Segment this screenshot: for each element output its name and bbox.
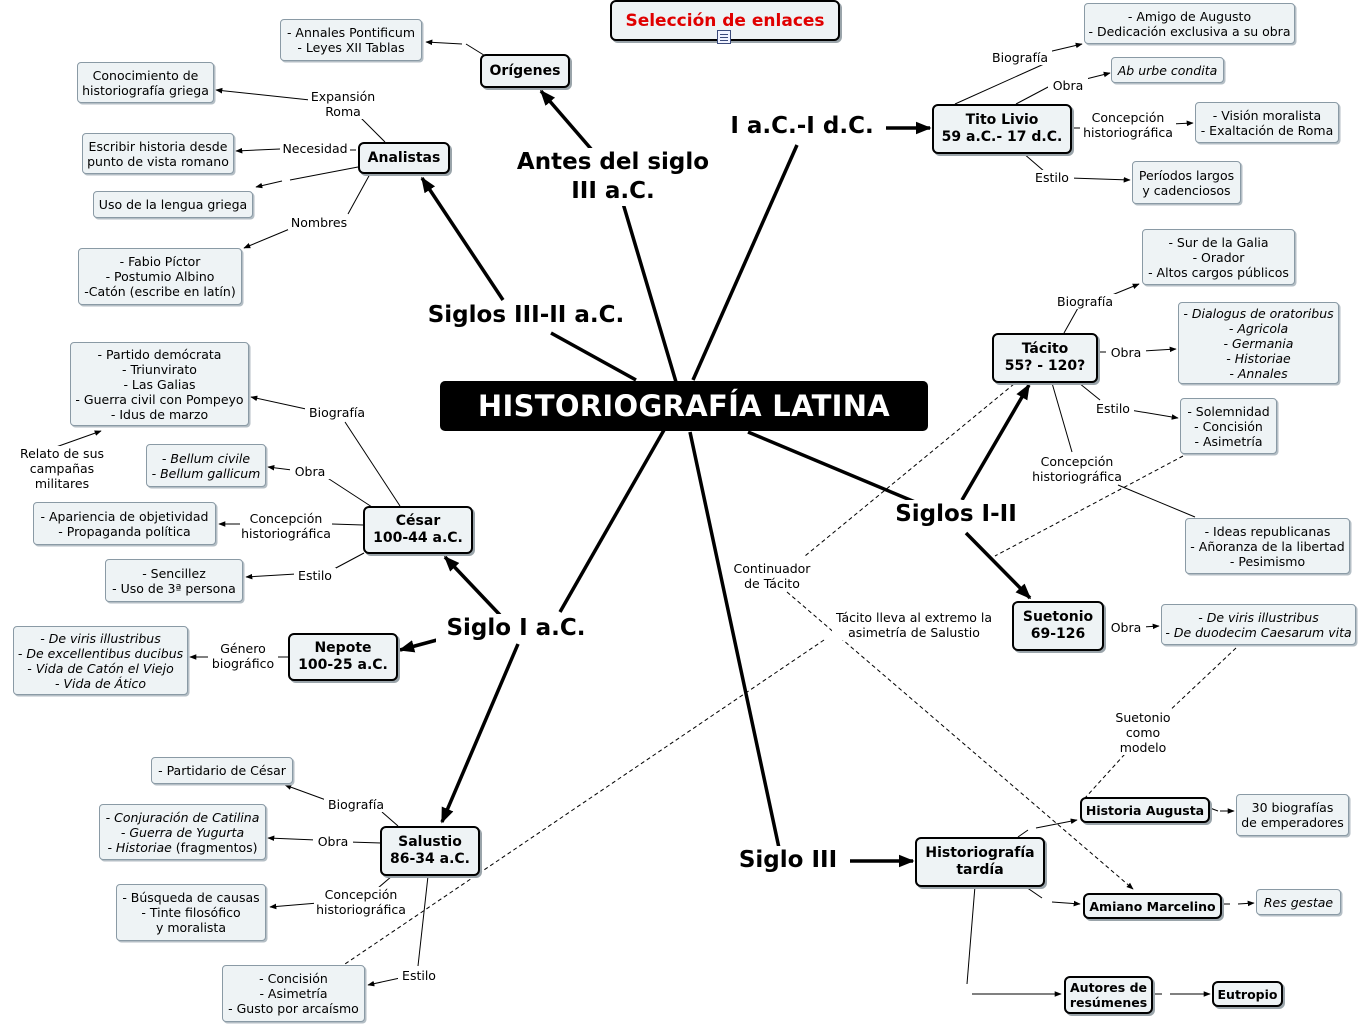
links-title-button[interactable]: Selección de enlaces [610,0,840,41]
label-cesar-concepcion: Concepción historiográfica [241,511,331,541]
leaf-res-gestae: Res gestae [1256,889,1341,915]
leaf-salustio-biografia: - Partidario de César [151,757,293,784]
leaf-nepote-obra: - De viris illustribus - De excellentibus ducibus - Vida de Catón el Viejo - Vida de Ático [13,626,188,695]
leaf-tito-livio-concepcion: - Visión moralista - Exaltación de Roma [1195,102,1339,143]
node-salustio[interactable]: Salustio 86-34 a.C. [380,826,480,876]
label-tito-livio-concepcion: Concepción historiográfica [1080,110,1176,140]
leaf-lengua-griega: Uso de la lengua griega [93,191,253,218]
label-necesidad: Necesidad [280,141,350,156]
node-cesar[interactable]: César 100-44 a.C. [363,506,473,554]
branch-siglos-i-ii: Siglos I-II [880,500,1032,529]
label-tacito-concepcion: Concepción historiográfica [1028,454,1126,484]
leaf-tacito-concepcion: - Ideas republicanas - Añoranza de la libertad - Pesimismo [1185,518,1350,574]
label-salustio-biografia: Biografía [324,797,388,812]
branch-antes-siglo-iii: Antes del siglo III a.C. [505,148,721,206]
node-analistas[interactable]: Analistas [358,142,450,174]
branch-i-ac-i-dc: I a.C.-I d.C. [718,112,886,141]
leaf-salustio-obra [99,804,266,860]
leaf-escribir-historia: Escribir historia desde punto de vista romano [82,133,234,174]
leaf-tito-livio-obra: Ab urbe condita [1111,57,1224,83]
label-suetonio-obra: Obra [1106,620,1146,635]
leaf-salustio-concepcion: - Búsqueda de causas - Tinte filosófico y moralista [116,884,266,941]
node-tacito[interactable]: Tácito 55? - 120? [992,333,1098,383]
salustio-obra-titles: - Conjuración de Catilina - Guerra de Yugurta - Historiae [105,809,260,855]
leaf-cesar-biografia: - Partido demócrata - Triunvirato - Las Galias - Guerra civil con Pompeyo - Idus de marzo [70,342,249,426]
label-salustio-estilo: Estilo [398,968,440,983]
label-continuador-tacito: Continuador de Tácito [730,561,814,591]
node-nepote[interactable]: Nepote 100-25 a.C. [288,633,398,681]
leaf-anales-pontificum: - Annales Pontificum - Leyes XII Tablas [280,19,422,61]
leaf-suetonio-obra: - De viris illustribus - De duodecim Caesarum vita [1161,604,1356,645]
label-relato-campanas: Relato de sus campañas militares [0,446,124,491]
label-cesar-biografia: Biografía [305,405,369,420]
node-amiano-marcelino[interactable]: Amiano Marcelino [1083,893,1222,919]
leaf-salustio-estilo: - Concisión - Asimetría - Gusto por arcaísmo [222,965,365,1022]
leaf-tacito-obra: - Dialogus de oratoribus - Agricola - Germania - Historiae - Annales [1178,302,1339,384]
label-cesar-obra: Obra [290,464,330,479]
node-historia-augusta[interactable]: Historia Augusta [1080,797,1210,823]
leaf-cesar-concepcion: - Apariencia de objetividad - Propaganda política [33,502,216,545]
label-tacito-biografia: Biografía [1053,294,1117,309]
label-nombres: Nombres [288,215,350,230]
node-suetonio[interactable]: Suetonio 69-126 [1012,601,1104,651]
salustio-obra-note: (fragmentos) [171,839,258,855]
label-tacito-obra: Obra [1106,345,1146,360]
label-expansion-roma: Expansión Roma [308,89,378,119]
node-historiografia-tardia[interactable]: Historiografía tardía [915,837,1045,887]
leaf-tito-livio-estilo: Períodos largos y cadenciosos [1132,161,1241,204]
label-tacito-asimetria: Tácito lleva al extremo la asimetría de Salustio [832,610,996,640]
label-tito-livio-biografia: Biografía [988,50,1052,65]
node-autores-resumenes[interactable]: Autores de resúmenes [1064,976,1153,1014]
node-tito-livio[interactable]: Tito Livio 59 a.C.- 17 d.C. [932,104,1072,154]
leaf-tito-livio-biografia: - Amigo de Augusto - Dedicación exclusiva a su obra [1084,3,1295,44]
leaf-historia-augusta-biografias: 30 biografías de emperadores [1236,794,1349,836]
label-salustio-concepcion: Concepción historiográfica [314,887,408,917]
branch-siglo-i-ac: Siglo I a.C. [436,614,596,643]
leaf-cesar-estilo: - Sencillez - Uso de 3ª persona [105,559,243,602]
node-eutropio[interactable]: Eutropio [1212,981,1283,1007]
leaf-nombres-analistas: - Fabio Píctor - Postumio Albino -Catón (escribe en latín) [78,248,242,305]
note-icon[interactable] [717,30,731,44]
label-suetonio-modelo: Suetonio como modelo [1102,710,1184,755]
branch-siglo-iii: Siglo III [726,846,850,875]
leaf-tacito-biografia: - Sur de la Galia - Orador - Altos cargos públicos [1142,229,1295,285]
branch-siglos-iii-ii: Siglos III-II a.C. [407,301,645,330]
leaf-cesar-obra: - Bellum civile - Bellum gallicum [146,444,266,487]
label-tacito-estilo: Estilo [1092,401,1134,416]
label-tito-livio-estilo: Estilo [1030,170,1074,185]
label-salustio-obra: Obra [313,834,353,849]
central-topic: HISTORIOGRAFÍA LATINA [440,381,928,431]
label-cesar-estilo: Estilo [294,568,336,583]
label-tito-livio-obra: Obra [1048,78,1088,93]
node-origenes[interactable]: Orígenes [480,54,570,88]
leaf-conocimiento-griega: Conocimiento de historiografía griega [77,62,214,103]
label-genero-biografico: Género biográfico [208,641,278,671]
leaf-tacito-estilo: - Solemnidad - Concisión - Asimetría [1180,398,1277,454]
